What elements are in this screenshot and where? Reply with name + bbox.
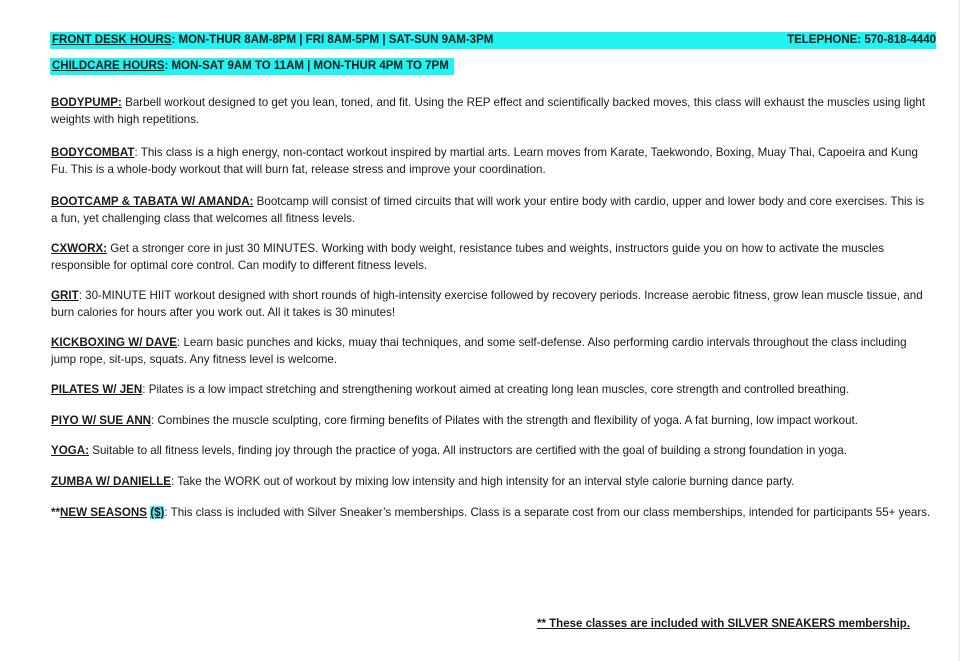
class-description: Suitable to all fitness levels, finding joy through the practice of yoga. All instructors are certified with the goal of building a strong foundation in yoga. [89,444,847,457]
class-description: : 30-MINUTE HIIT workout designed with short rounds of high-intensity exercise followed by recovery periods. Increase aerobic fitness, grow lean muscle tissue, and burn calories for hours after you work out. All it takes is 30 minutes! [51,289,923,319]
class-description: Bootcamp will consist of timed circuits that will work your entire body with cardio, upper and lower body and core exercises. This is a fun, yet challenging class that welcomes all fitness levels. [51,195,925,225]
class-item-bootcamp [51,193,931,227]
class-description: : This class is a high energy, non-contact workout inspired by martial arts. Learn moves from Karate, Taekwondo, Boxing, Muay Thai, Capoeira and Kung Fu. This is a whole-body workout that will burn fat, release stress and improve your coordination. [51,146,918,176]
class-item-kickboxing [51,334,931,368]
telephone-number: TELEPHONE: 570-818-4440 [787,34,936,46]
childcare-hours-value: : MON-SAT 9AM TO 11AM | MON-THUR 4PM TO 7PM [164,60,449,72]
class-item-piyo [51,412,931,429]
class-item-new-seasons [51,504,931,521]
silver-sneakers-note: ** These classes are included with SILVER SNEAKERS membership. [537,618,911,630]
class-description: : This class is included with Silver Sneaker’s memberships. Class is a separate cost from our class memberships, intended for participants 55+ years. [164,506,931,519]
class-name: BOOTCAMP & TABATA W/ AMANDA: [51,195,254,208]
class-name: GRIT [51,289,79,302]
class-item-zumba [51,473,931,490]
class-name: PIYO W/ SUE ANN [51,414,152,427]
class-description: Barbell workout designed to get you lean, toned, and fit. Using the REP effect and scientifically backed moves, this class will exhaust the muscles using light weights with high repetitions. [51,96,926,126]
class-name: ZUMBA W/ DANIELLE [51,475,172,488]
class-name: BODYCOMBAT [51,146,135,159]
class-description: Get a stronger core in just 30 MINUTES. Working with body weight, resistance tubes and weights, instructors guide you on how to activate the muscles responsible for optimal core control. Can modify to different fitness levels. [51,242,884,272]
class-item-yoga [51,442,931,459]
class-item-bodypump [51,94,931,128]
class-item-grit [51,287,931,321]
front-desk-hours-bar [50,32,936,49]
class-description: : Pilates is a low impact stretching and strengthening workout aimed at creating long lean muscles, core strength and controlled breathing. [142,383,850,396]
childcare-hours-bar [50,58,454,75]
price-badge: ($) [150,506,165,519]
class-name: CXWORX: [51,242,108,255]
class-name: KICKBOXING W/ DAVE [51,336,178,349]
front-desk-hours-label: FRONT DESK HOURS [52,34,172,46]
class-name: NEW SEASONS [60,506,147,519]
class-description: : Take the WORK out of workout by mixing low intensity and high intensity for an interval style calorie burning dance party. [171,475,795,488]
childcare-hours [52,60,449,72]
class-description: : Combines the muscle sculpting, core firming benefits of Pilates with the strength and flexibility of yoga. A fat burning, low impact workout. [151,414,858,427]
class-description: : Learn basic punches and kicks, muay thai techniques, and some self-defense. Also performing cardio intervals throughout the class including jump rope, sit-ups, squats. Any fitness level is welcome. [51,336,907,366]
class-name: YOGA: [51,444,90,457]
front-desk-hours-value: : MON-THUR 8AM-8PM | FRI 8AM-5PM | SAT-SUN 9AM-3PM [171,34,494,46]
new-seasons-prefix: ** [51,506,61,519]
class-item-pilates [51,381,931,398]
class-item-cxworx [51,240,931,274]
class-item-bodycombat [51,144,931,178]
childcare-hours-label: CHILDCARE HOURS [52,60,165,72]
class-name: BODYPUMP: [51,96,122,109]
class-name: PILATES W/ JEN [51,383,143,396]
front-desk-hours [52,34,493,46]
